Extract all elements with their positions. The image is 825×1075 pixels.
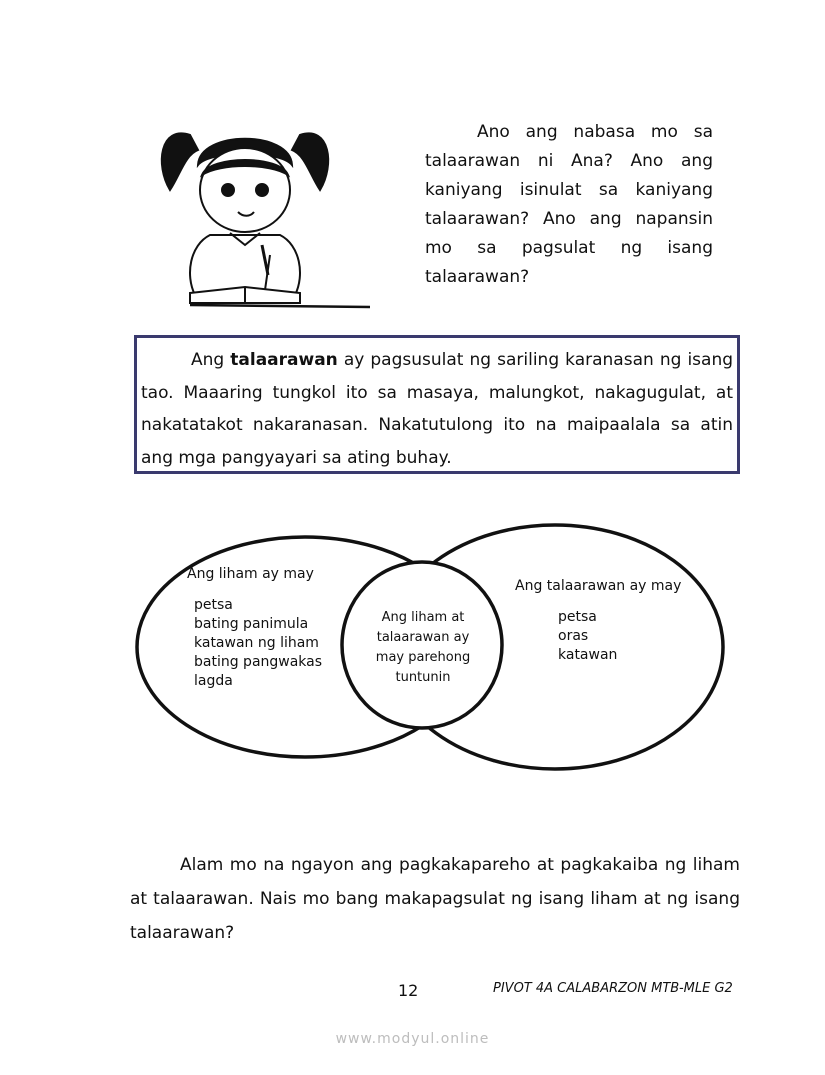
footer-series: PIVOT 4A CALABARZON MTB-MLE G2 <box>493 981 733 996</box>
venn-left-item: bating pangwakas <box>194 654 323 670</box>
venn-right-item: katawan <box>558 647 618 663</box>
closing-paragraph <box>130 848 740 950</box>
venn-center-line: tuntunin <box>395 670 451 685</box>
definition-box <box>134 335 740 474</box>
venn-diagram <box>130 520 740 775</box>
venn-right-item: petsa <box>558 609 597 625</box>
venn-left-item: petsa <box>194 597 233 613</box>
closing-text: Alam mo na ngayon ang pagkakapareho at pagkakaiba ng liham at talaarawan. Nais mo bang makapagsulat ng isang liham at ng isang talaarawan? <box>130 855 740 943</box>
venn-right-title: Ang talaarawan ay may <box>515 578 682 594</box>
venn-left-item: bating panimula <box>194 616 309 632</box>
definition-term: talaarawan <box>230 350 338 370</box>
venn-center-line: may parehong <box>375 650 471 665</box>
definition-prefix: Ang <box>191 350 225 370</box>
venn-left-title: Ang liham ay may <box>187 566 314 582</box>
intro-paragraph: Ano ang nabasa mo sa talaarawan ni Ana? Ano ang kaniyang isinulat sa kaniyang talaarawan? Ano ang napansin mo sa pagsulat ng isang talaarawan? <box>425 122 713 287</box>
watermark: www.modyul.online <box>335 1031 490 1047</box>
page-number: 12 <box>398 981 419 1000</box>
girl-writing-diary-icon <box>150 115 380 315</box>
venn-center-line: talaarawan ay <box>376 630 470 645</box>
definition-body: ay pagsusulat ng sariling karanasan ng isang tao. Maaaring tungkol ito sa masaya, malungkot, nakagugulat, at nakatatakot nakaranasan. Nakatutulong ito na maipaalala sa atin ang mga pangyayari sa ating buhay. <box>141 350 734 468</box>
venn-left-item: katawan ng liham <box>194 635 319 651</box>
venn-center-line: Ang liham at <box>381 610 465 625</box>
venn-right-item: oras <box>558 628 589 644</box>
venn-left-item: lagda <box>194 673 233 689</box>
